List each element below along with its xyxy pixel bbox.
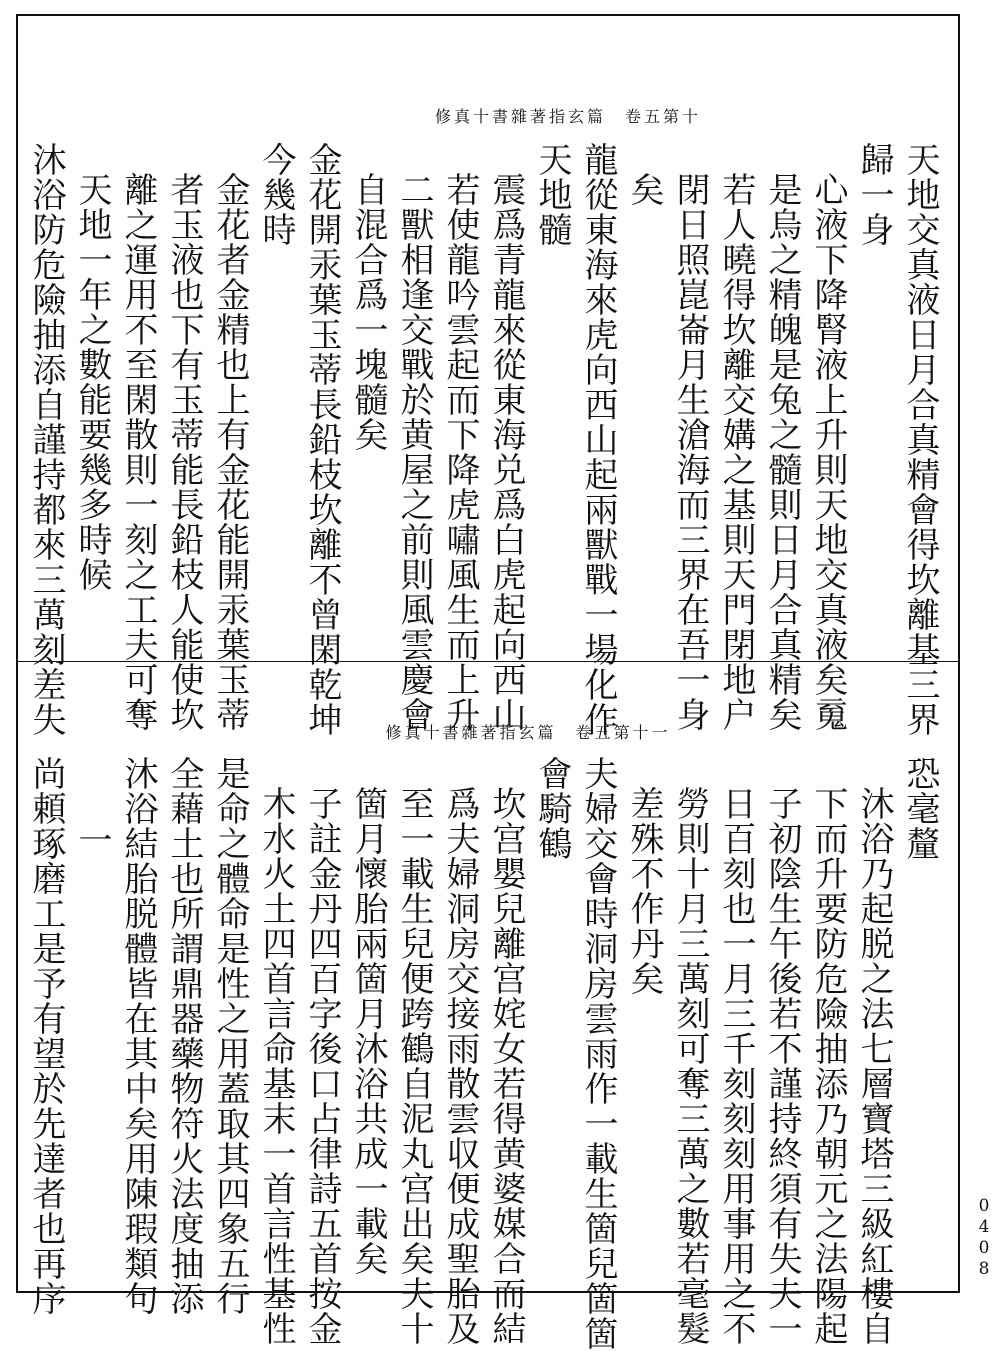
text-column: 離之運用不至閑散則一刻之工夫可奪 [118,172,158,732]
bottom-page [16,661,960,1351]
text-column: 震爲青龍來從東海兑爲白虎起向西山 [486,172,526,732]
text-column: 自混合爲一塊髓矣 [348,172,388,452]
text-column: 天地交真液日月合真精會得坎離基三界 [900,142,940,737]
text-column: 尚頼琢磨工是予有望於先達者也再序 [26,756,66,1316]
text-column: 沐浴結胎脱體皆在其中矣用陳瑕類句 [118,756,158,1316]
text-column: 矣 [624,172,664,207]
running-head: 修真十書雜著指玄篇 卷五第十一 [385,723,671,742]
text-column: 夫婦交會時洞房雲雨作一載生箇兒箇箇 [578,756,618,1351]
text-column: 若使龍吟雲起而下降虎嘯風生而上升 [440,172,480,732]
text-column: 坎宫嬰兒離宫姹女若得黄婆媒合而結 [486,786,526,1346]
text-column: 恐毫釐 [900,756,940,861]
text-column: 是烏之精魄是兔之髓則日月合真精矣 [762,172,802,732]
text-column: 日百刻也一月三千刻刻刻用事用之不 [716,786,756,1346]
text-column: 金花開汞葉玉蒂長鉛枝坎離不曾閑乾坤 [302,142,342,737]
text-column: 閉日照崑崙月生滄海而三界在吾一身 [670,172,710,732]
text-column: 龍從東海來虎向西山起兩獸戰一場化作 [578,142,618,737]
text-column: 全藉土也所謂鼎器藥物符火法度抽添 [164,756,204,1316]
text-column: 若人曉得坎離交媾之基則天門閉地户 [716,172,756,732]
page-number: 0408 [974,1196,994,1280]
text-column: 子註金丹四百字後口占律詩五首按金 [302,786,342,1346]
text-column: 至一載生兒便跨鶴自泥丸宫出矣夫十 [394,786,434,1346]
text-column: 箇月懷胎兩箇月沐浴共成一載矣 [348,786,388,1276]
text-column: 是命之體命是性之用蓋取其四象五行 [210,756,250,1316]
text-column: 差殊不作丹矣 [624,786,664,996]
text-column: 一 [72,822,112,857]
text-column: 天地一年之數能要幾多時候 [72,172,112,592]
text-column: 二獸相逢交戰於黄屋之前則風雲慶會 [394,172,434,732]
text-column: 會騎鶴 [532,756,572,861]
text-column: 子初陰生午後若不謹持終須有失夫一 [762,786,802,1346]
text-column: 木水火土四首言命基末一首言性基性 [256,786,296,1346]
text-column: 金花者金精也上有金花能開汞葉玉蒂 [210,172,250,732]
text-column: 沐浴防危險抽添自謹持都來三萬刻差失 [26,142,66,737]
text-column: 今幾時 [256,142,296,247]
text-column: 歸一身 [854,142,894,247]
text-column: 心液下降腎液上升則天地交真液矣䰟 [808,172,848,732]
text-column: 勞則十月三萬刻可奪三萬之數若毫髮 [670,786,710,1346]
text-column: 者玉液也下有玉蒂能長鉛枝人能使坎 [164,172,204,732]
text-column: 下而升要防危險抽添乃朝元之法陽起 [808,786,848,1346]
running-head: 修真十書雜著指玄篇 卷五第十 [434,107,701,126]
text-column: 沐浴乃起脱之法七層寶塔三級紅樓自 [854,786,894,1346]
text-column: 爲夫婦洞房交接雨散雲収便成聖胎及 [440,786,480,1346]
text-column: 天地髓 [532,142,572,247]
